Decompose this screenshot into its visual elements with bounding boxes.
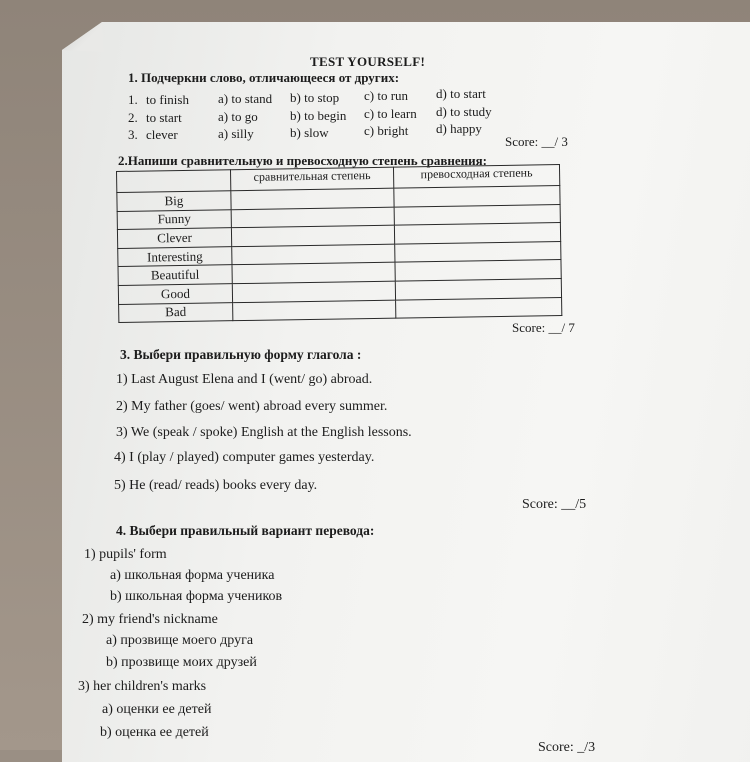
s3-item-1: 1) Last August Elena and I (went/ go) abroad. (116, 372, 373, 387)
word-cell: Big (117, 191, 231, 211)
s1-row3-c[interactable]: c) bright (364, 123, 409, 138)
s1-row1-num: 1. (128, 92, 138, 107)
header-comparative: сравнительная степень (230, 167, 393, 191)
word-cell: Good (118, 284, 232, 304)
s1-row2-b[interactable]: b) to begin (290, 108, 347, 123)
s4-q3-option-b[interactable]: b) оценка ее детей (100, 725, 209, 740)
s4-q1-option-a[interactable]: a) школьная форма ученика (110, 568, 275, 583)
header-superlative: превосходная степень (393, 165, 559, 189)
s1-row1-word: to finish (146, 92, 189, 107)
comparison-table (116, 164, 562, 323)
s1-row3-d[interactable]: d) happy (436, 121, 482, 136)
word-cell: Clever (117, 228, 231, 248)
section2-heading: 2.Напиши сравнительную и превосходную степень сравнения: (118, 153, 487, 168)
s3-item-3: 3) We (speak / spoke) English at the English lessons. (116, 425, 412, 440)
section1-heading: 1. Подчеркни слово, отличающееся от других: (128, 70, 400, 85)
word-cell: Funny (117, 209, 231, 229)
s1-row3-word: clever (146, 127, 178, 142)
section4-heading: 4. Выбери правильный вариант перевода: (116, 523, 375, 538)
word-cell: Interesting (118, 246, 232, 266)
section1-score: Score: __/ 3 (505, 134, 568, 149)
s4-q2-option-b[interactable]: b) прозвище моих друзей (106, 655, 257, 670)
section2-score: Score: __/ 7 (512, 320, 575, 335)
s4-question-3: 3) her children's marks (78, 679, 207, 694)
s1-row1-d[interactable]: d) to start (436, 86, 486, 101)
comparative-answer-cell[interactable] (233, 300, 396, 321)
s1-row3-a[interactable]: a) silly (218, 126, 254, 141)
worksheet-title: TEST YOURSELF! (310, 54, 426, 69)
s1-row3-b[interactable]: b) slow (290, 125, 329, 140)
header-empty-cell (117, 170, 231, 193)
s3-item-5: 5) He (read/ reads) books every day. (114, 478, 318, 493)
s1-row2-d[interactable]: d) to study (436, 104, 492, 119)
s1-row2-c[interactable]: c) to learn (364, 106, 417, 121)
s1-row2-a[interactable]: a) to go (218, 109, 258, 124)
section3-score: Score: __/5 (522, 497, 587, 512)
word-cell: Beautiful (118, 265, 232, 285)
s1-row2-word: to start (146, 110, 182, 125)
s3-item-4: 4) I (play / played) computer games yesterday. (114, 450, 375, 465)
s4-question-2: 2) my friend's nickname (82, 612, 218, 627)
section4-score: Score: _/3 (538, 740, 596, 755)
section3-heading: 3. Выбери правильную форму глагола : (120, 347, 362, 362)
s3-item-2: 2) My father (goes/ went) abroad every summer. (116, 399, 388, 414)
s1-row2-num: 2. (128, 110, 138, 125)
superlative-answer-cell[interactable] (396, 297, 562, 318)
s4-q3-option-a[interactable]: a) оценки ее детей (102, 702, 212, 717)
word-cell: Bad (119, 302, 233, 322)
s1-row1-b[interactable]: b) to stop (290, 90, 340, 105)
s1-row1-c[interactable]: c) to run (364, 88, 409, 103)
s1-row3-num: 3. (128, 127, 138, 142)
s4-q1-option-b[interactable]: b) школьная форма учеников (110, 589, 283, 604)
s4-q2-option-a[interactable]: a) прозвище моего друга (106, 633, 254, 648)
s1-row1-a[interactable]: a) to stand (218, 91, 273, 106)
s4-question-1: 1) pupils' form (84, 547, 167, 562)
